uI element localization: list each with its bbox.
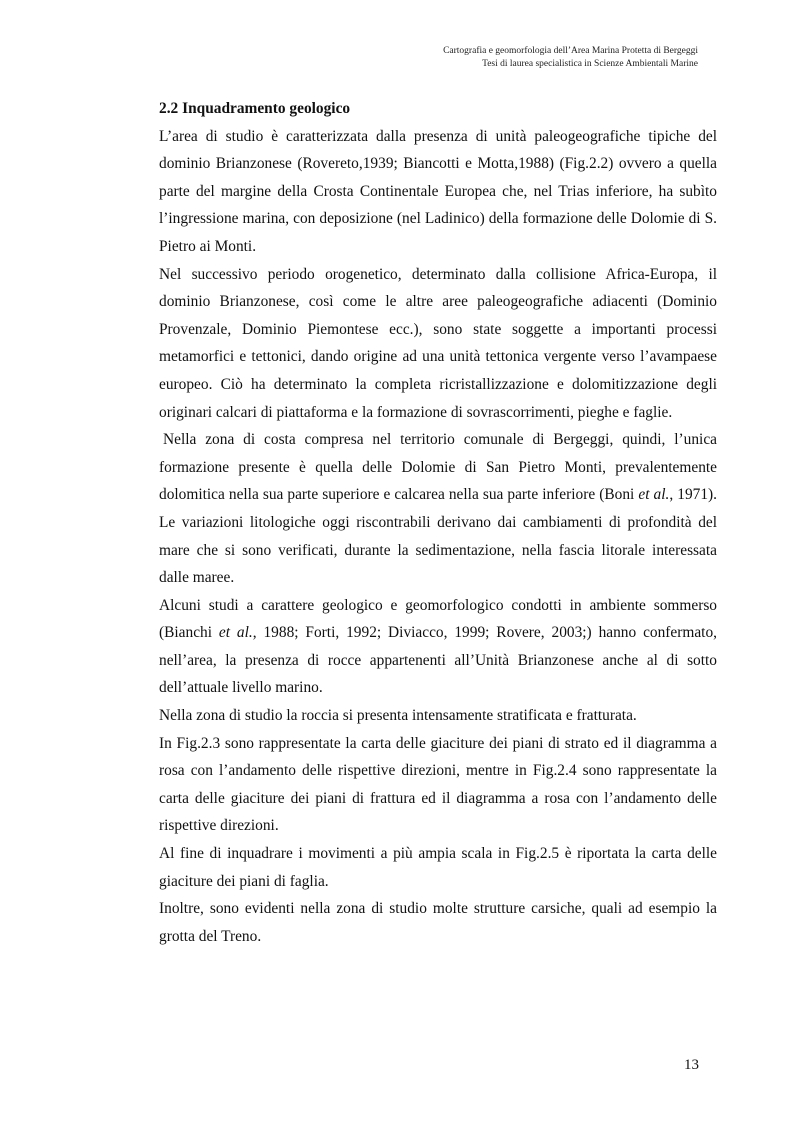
paragraph-3-etal: et al. xyxy=(638,486,670,504)
paragraph-3 xyxy=(159,426,717,592)
paragraph-5: Nella zona di studio la roccia si presenta intensamente stratificata e fratturata. xyxy=(159,707,637,725)
paragraph-8: Inoltre, sono evidenti nella zona di studio molte strutture carsiche, quali ad esempio la grotta del Treno. xyxy=(159,900,717,945)
paragraph-3-text-a: Nella zona di costa compresa nel territorio comunale di Bergeggi, quindi, l’unica formazione presente è quella delle Dolomie di San Pietro Monti, prevalentemente dolomitica nella sua parte superiore e calcarea nella sua parte inferiore (Boni xyxy=(159,431,717,504)
paragraph-2: Nel successivo periodo orogenetico, determinato dalla collisione Africa-Europa, il dominio Brianzonese, così come le altre aree paleogeografiche adiacenti (Dominio Provenzale, Dominio Piemontese ecc.), sono state soggette a importanti processi metamorfici e tettonici, dando origine ad una unità tettonica vergente verso l’avampaese europeo. Ciò ha determinato la completa ricristallizzazione e dolomitizzazione degli originari calcari di piattaforma e la formazione di sovrascorrimenti, pieghe e faglie. xyxy=(159,265,717,421)
page-number: 13 xyxy=(684,1057,699,1073)
header-line-title: Cartografia e geomorfologia dell’Area Marina Protetta di Bergeggi xyxy=(443,46,698,56)
header-line-subtitle: Tesi di laurea specialistica in Scienze Ambientali Marine xyxy=(482,59,698,69)
paragraph-4-etal: et al. xyxy=(218,624,253,642)
paragraph-3-text-b: , 1971). Le variazioni litologiche oggi riscontrabili derivano dai cambiamenti di profondità del mare che si sono verificati, durante la sedimentazione, nella fascia litorale interessata dalle maree. xyxy=(159,486,717,587)
paragraph-4 xyxy=(159,592,717,702)
paragraph-6: In Fig.2.3 sono rappresentate la carta delle giaciture dei piani di strato ed il diagramma a rosa con l’andamento delle rispettive direzioni, mentre in Fig.2.4 sono rappresentate la carta delle giaciture dei piani di frattura ed il diagramma a rosa con l’andamento delle rispettive direzioni. xyxy=(159,734,717,835)
document-body xyxy=(159,95,717,950)
running-header xyxy=(443,45,698,71)
paragraph-4-text-a: Alcuni studi a carattere geologico e geomorfologico condotti in ambiente sommerso (Bianchi xyxy=(159,596,717,642)
section-heading: 2.2 Inquadramento geologico xyxy=(159,100,351,117)
paragraph-7: Al fine di inquadrare i movimenti a più ampia scala in Fig.2.5 è riportata la carta delle giaciture dei piani di faglia. xyxy=(159,845,717,890)
paragraph-4-text-b: , 1988; Forti, 1992; Diviacco, 1999; Rovere, 2003;) hanno confermato, nell’area, la presenza di rocce appartenenti all’Unità Brianzonese anche al di sotto dell’attuale livello marino. xyxy=(159,624,718,697)
paragraph-1: L’area di studio è caratterizzata dalla presenza di unità paleogeografiche tipiche del dominio Brianzonese (Rovereto,1939; Biancotti e Motta,1988) (Fig.2.2) ovvero a quella parte del margine della Crosta Continentale Europea che, nel Trias inferiore, ha subìto l’ingressione marina, con deposizione (nel Ladinico) della formazione delle Dolomie di S. Pietro ai Monti. xyxy=(159,127,717,255)
